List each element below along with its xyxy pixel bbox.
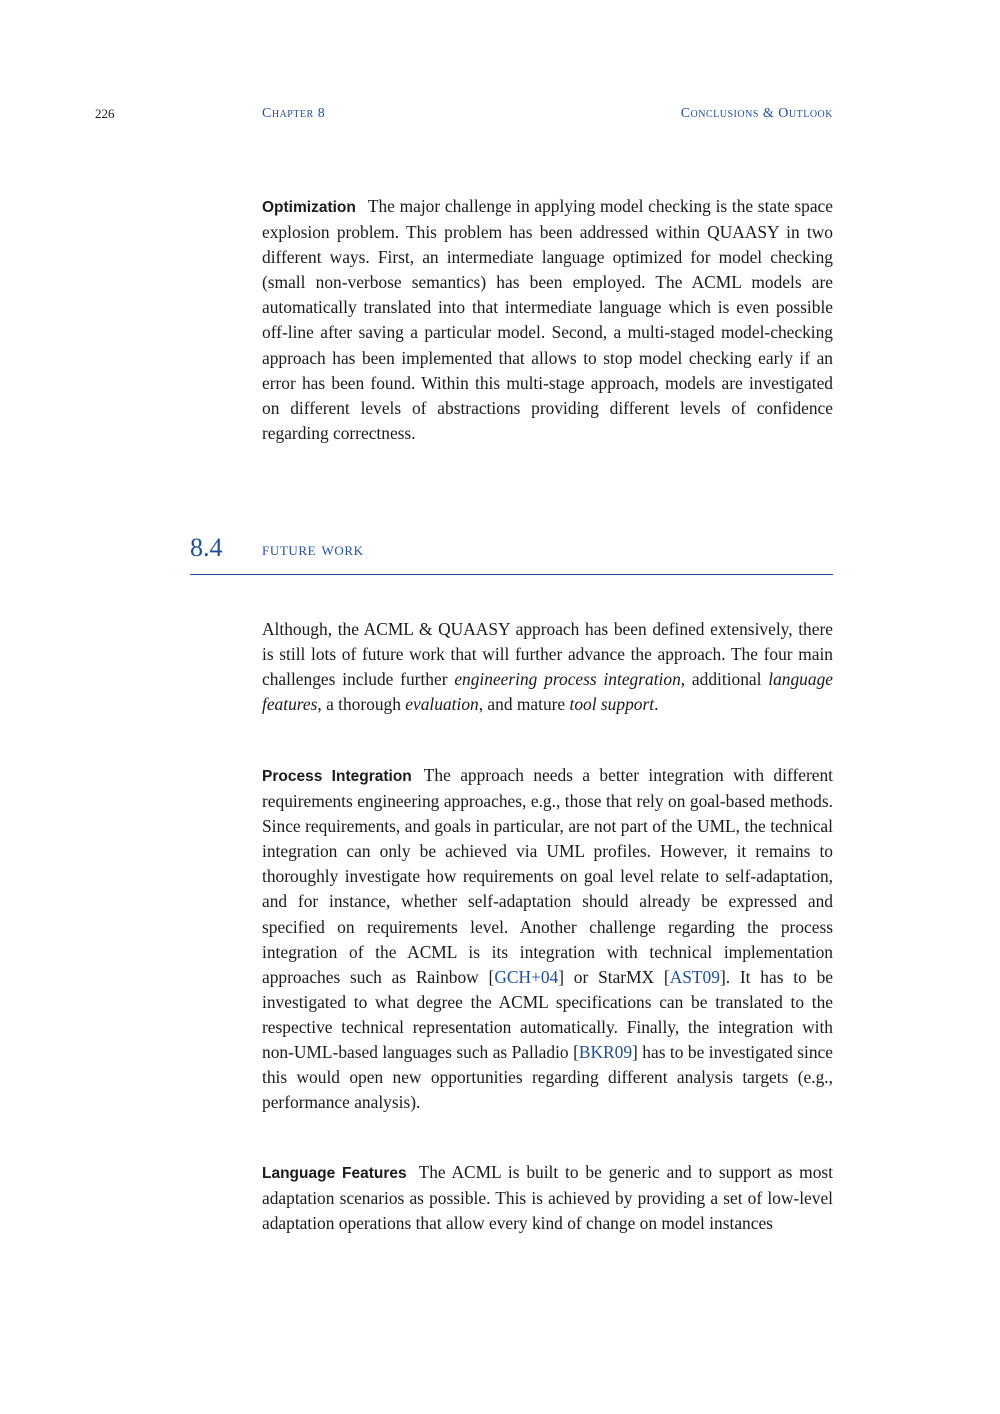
- intro-emphasis: language features: [262, 669, 833, 715]
- process-text: The approach needs a better integration with different requirements engineering approaches, e.g., those that rely on goal-based methods. Since requirements, and goals in particular, are not part of the UML, the technical integration can only be achieved via UML profiles. However, it remains to thoroughly investigate how requirements on goal level relate to self-adaptation, and for instance, whether self-adaptation should already be expressed and specified on requirements level. Another challenge regarding the process integration of the ACML is its integration with technical implementation approaches such as Rainbow [: [262, 765, 833, 987]
- section-divider: [190, 574, 833, 575]
- section-title: future work: [262, 539, 364, 560]
- language-features-heading: Language Features: [262, 1165, 407, 1182]
- intro-emphasis: evaluation: [405, 694, 479, 715]
- process-integration-paragraph: [262, 763, 833, 1115]
- citation-link[interactable]: GCH+04: [494, 966, 559, 987]
- citation-link[interactable]: AST09: [669, 966, 720, 987]
- running-header-chapter: Chapter 8: [262, 106, 326, 121]
- process-integration-heading: Process Integration: [262, 768, 412, 785]
- intro-text: , a thorough: [317, 694, 406, 715]
- process-text: ]. It has to be investigated to what degree the ACML specifications can be translated to the respective technical representation automatically. Finally, the integration with non-UML-based languages such as Palladio [: [262, 966, 833, 1063]
- intro-emphasis: engineering process integration: [454, 669, 681, 690]
- optimization-text: The major challenge in applying model checking is the state space explosion problem. This problem has been addressed within QUAASY in two different ways. First, an intermediate language optimized for model checking (small non-verbose semantics) has been employed. The ACML models are automatically translated into that intermediate language which is even possible off-line after saving a particular model. Second, a multi-staged model-checking approach has been implemented that allows to stop model checking early if an error has been found. Within this multi-stage approach, models are investigated on different levels of abstractions providing different levels of confidence regarding correctness.: [262, 196, 833, 443]
- language-text: The ACML is built to be generic and to support as most adaptation scenarios as possible. This is achieved by providing a set of low-level adaptation operations that allow every kind of change on model instances: [262, 1162, 833, 1234]
- intro-text: , and mature: [478, 694, 570, 715]
- page-number: 226: [95, 106, 115, 121]
- intro-text: Although, the ACML & QUAASY approach has been defined extensively, there is still lots of future work that will further advance the approach. The four main challenges include further: [262, 619, 833, 690]
- process-text: ] or StarMX [: [558, 966, 670, 987]
- optimization-heading: Optimization: [262, 199, 356, 216]
- process-text: ] has to be investigated since this would open new opportunities regarding different analysis targets (e.g., performance analysis).: [262, 1042, 833, 1113]
- section-number: 8.4: [190, 533, 223, 562]
- intro-text: .: [654, 694, 659, 715]
- running-header-section: Conclusions & Outlook: [680, 106, 833, 121]
- intro-emphasis: tool support: [569, 694, 655, 715]
- intro-paragraph: [262, 617, 833, 717]
- optimization-paragraph: [262, 194, 833, 446]
- intro-text: , additional: [680, 669, 769, 690]
- language-features-paragraph: [262, 1160, 833, 1236]
- citation-link[interactable]: BKR09: [578, 1042, 633, 1063]
